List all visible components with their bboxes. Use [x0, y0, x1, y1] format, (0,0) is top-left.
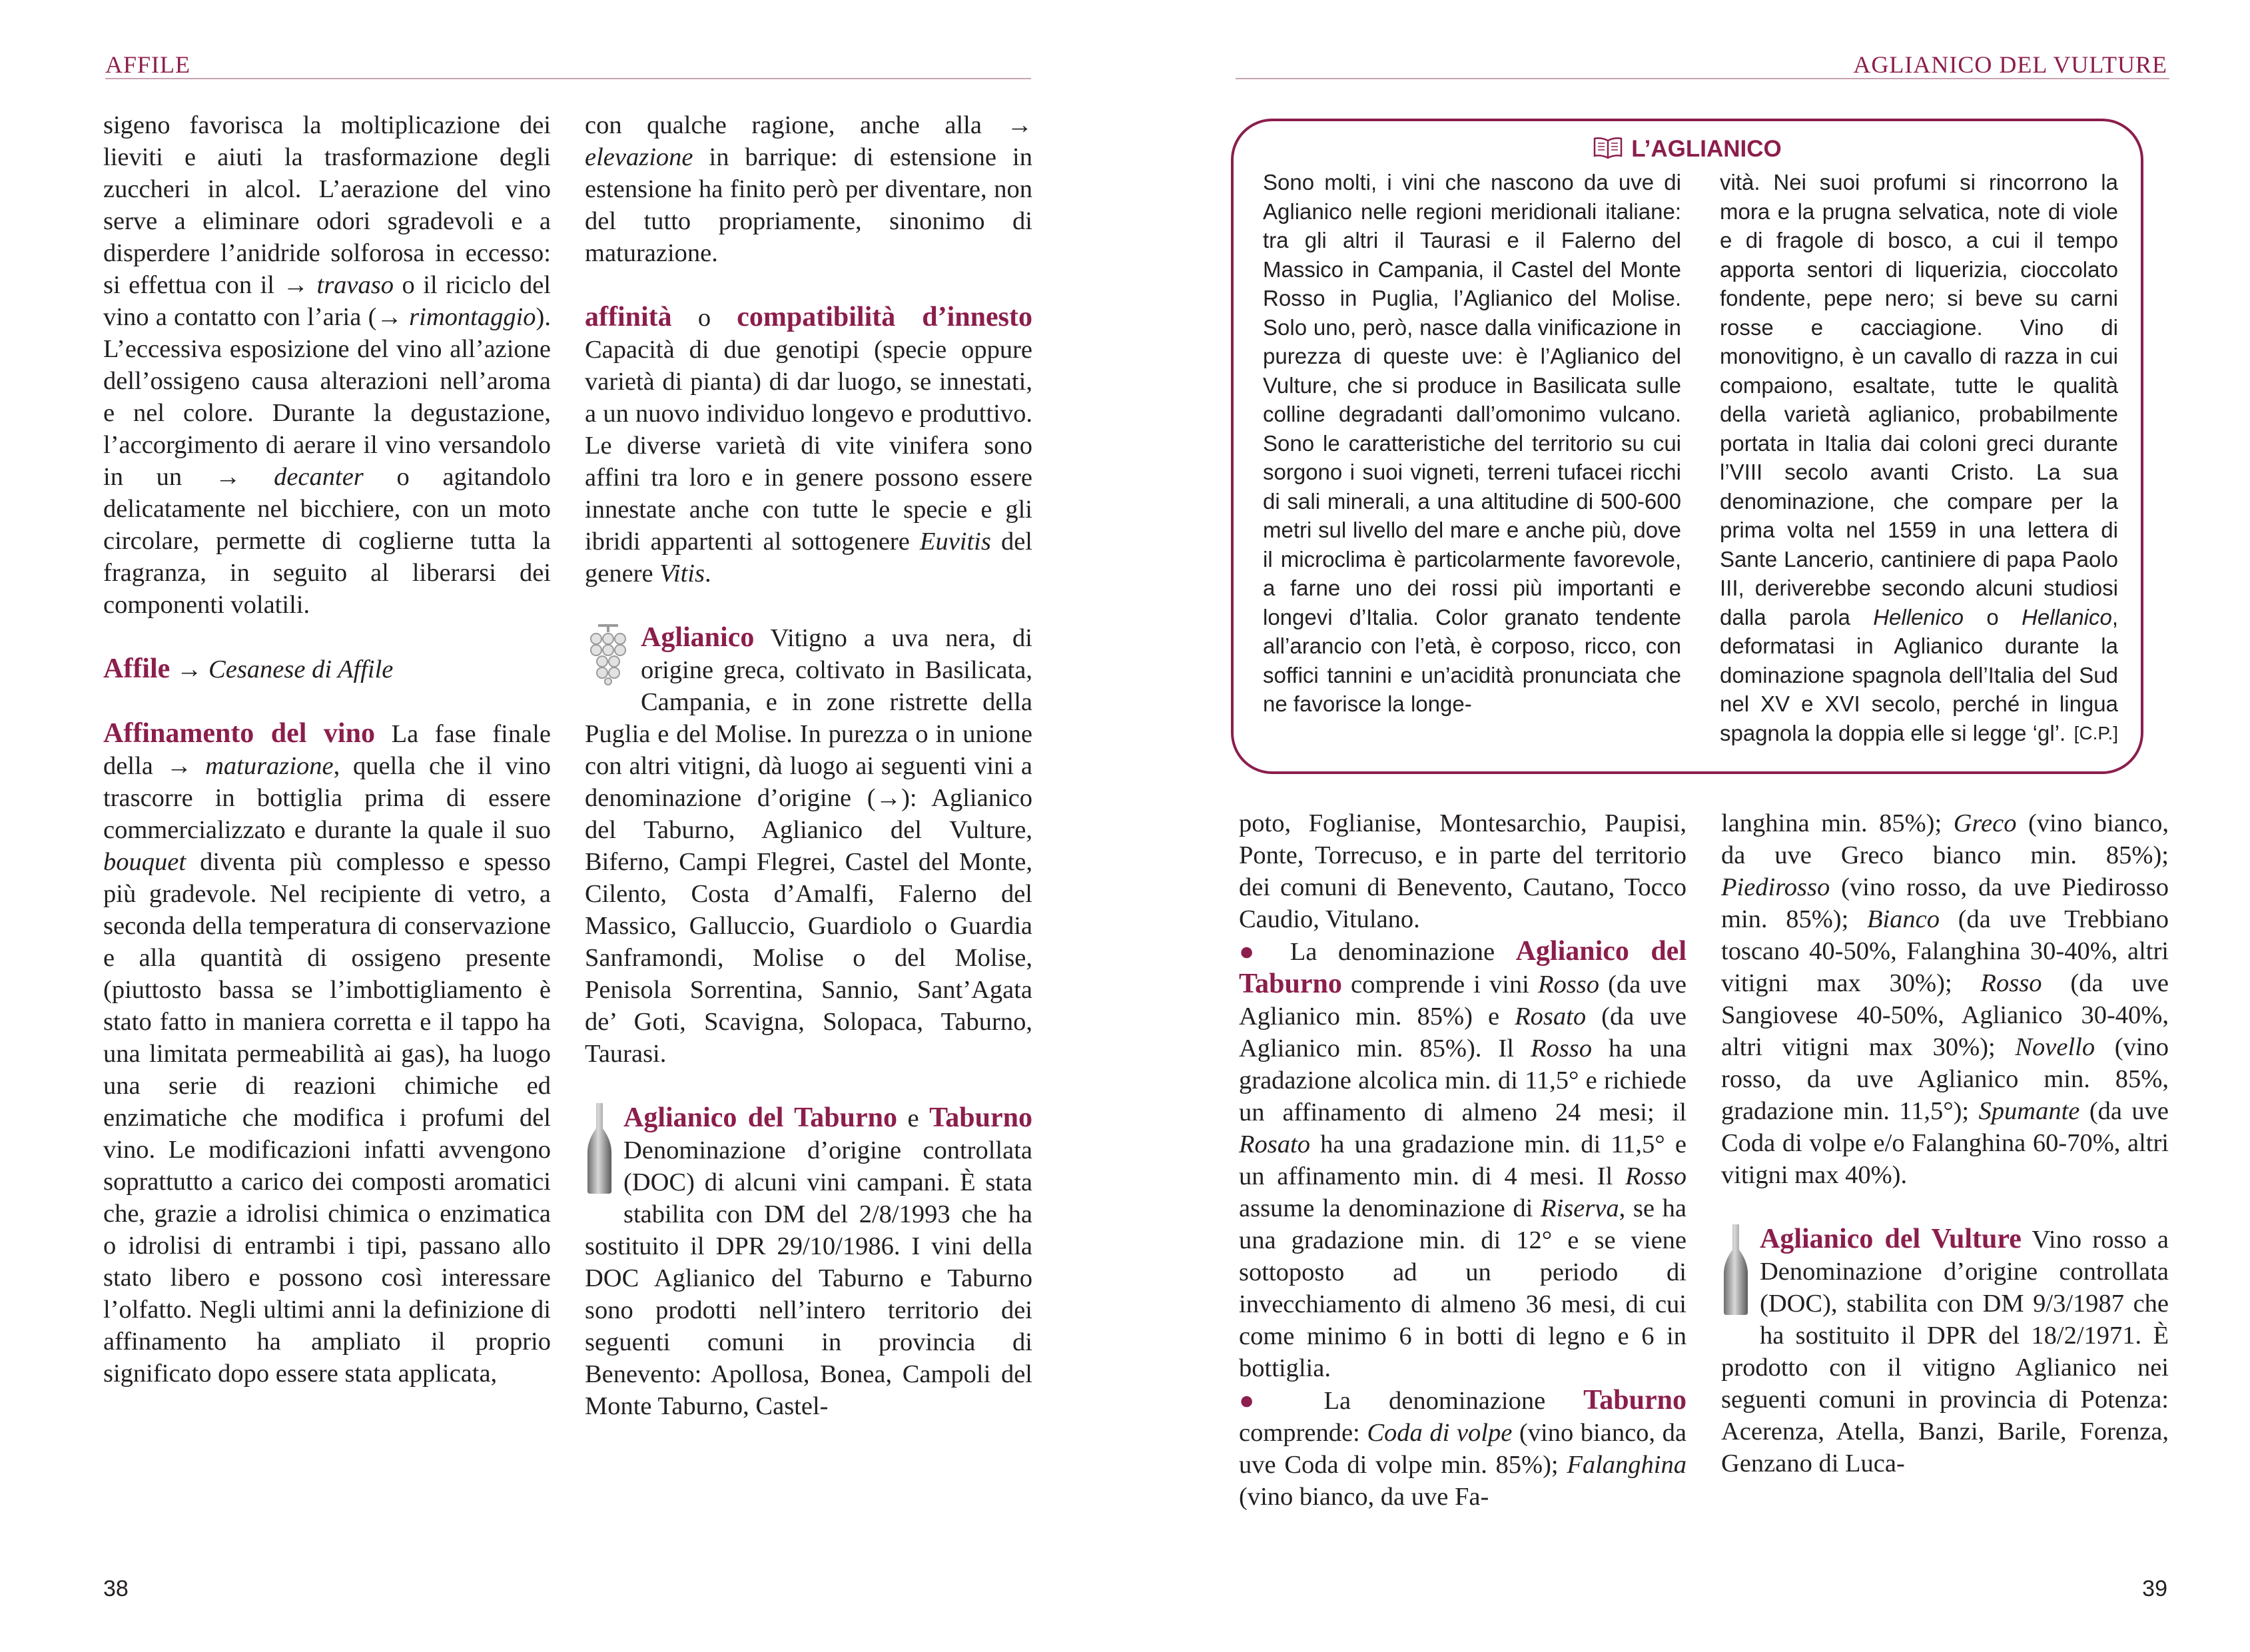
sidebar-box	[1231, 119, 2143, 774]
header-rule-left	[105, 78, 1031, 79]
wine-bottle-icon	[585, 1102, 614, 1203]
headword-aglianico: Aglianico	[641, 622, 755, 653]
wine-bottle-icon	[1721, 1223, 1750, 1324]
running-head-right: AGLIANICO DEL VULTURE	[1853, 51, 2167, 78]
entry-aglianico-del-taburno: Aglianico del Taburno e Taburno Denominazione d’origine controllata (DOC) di alcuni vini campani. È stata stabilita con DM del 2/8/1993 che ha sostituito il DPR 29/10/1986. I vini della DOC Aglianico del Taburno e Taburno sono prodotti nell’intero territorio dei seguenti comuni in provincia di Benevento: Apollosa, Bonea, Campoli del Monte Taburno, Castel-	[585, 1102, 1032, 1420]
entry-affinita: affinità o compatibilità d’innesto Capacità di due genotipi (specie oppure varietà di pianta) di dar luogo, se innestati, a un nuovo individuo longevo e produttivo. Le diverse varietà di vite vinifera sono affini tra loro e in genere possono essere innestate anche con tutte le specie e gli ibridi appartenti al sottogenere Euvitis del genere Vitis.	[585, 302, 1032, 588]
bullet-icon: ●	[1239, 938, 1270, 966]
headword-affinamento: Affinamento del vino	[103, 718, 375, 749]
grape-cluster-icon	[585, 621, 631, 693]
paragraph-continuation: con qualche ragione, anche alla → elevazione in barrique: di estensione in estensione ha finito però per diventare, non del tutto propriamente, sinonimo di maturazione.	[585, 111, 1032, 267]
page-number-left: 38	[103, 1576, 129, 1601]
author-signature: [C.P.]	[2073, 722, 2118, 743]
entry-affile: Affile → Cesanese di Affile	[103, 653, 394, 684]
entry-affinamento: Affinamento del vino La fase finale della → maturazione, quella che il vino trascorre in bottiglia prima di essere commercializzato e durante la quale il suo bouquet diventa più complesso e spesso più gradevole. Nel recipiente di vetro, a seconda della temperatura di conservazione e alla quantità di ossigeno presente (piuttosto bassa se l’imbottigliamento è stato fatto in maniera corretta e il tappo ha una limitata permeabilità ai gas), ha luogo una serie di reazioni chimiche ed enzimatiche che modifica i profumi del vino. Le modificazioni infatti avvengono soprattutto a carico dei composti aromatici che, grazie a idrolisi chimica o enzimatica o idrolisi di entrambi i tipi, passano allo stato libero e possono così interessare l’olfatto. Negli ultimi anni la definizione di affinamento ha ampliato il proprio significato dopo essere stata applicata,	[103, 718, 552, 1388]
entry-aglianico: Aglianico Vitigno a uva nera, di origine greca, coltivato in Basilicata, Campania, e in zone ristrette della Puglia e del Molise. In purezza o in unione con altri vitigni, dà luogo ai seguenti vini a denominazione d’origine (→): Aglianico del Taburno, Aglianico del Vulture, Biferno, Campi Flegrei, Castel del Monte, Cilento, Costa d’Amalfi, Falerno del Massico, Galluccio, Guardiolo o Guardia Sanframondi, Molise o del Molise, Penisola Sorrentina, Sannio, Sant’Agata de’ Goti, Scavigna, Solopaca, Taburno, Taurasi.	[585, 622, 1032, 1068]
header-rule-right	[1236, 78, 2169, 79]
headword-aglianico-del-vulture: Aglianico del Vulture	[1760, 1224, 2022, 1254]
cross-reference: Cesanese di Affile	[208, 655, 394, 683]
page-number-right: 39	[2142, 1576, 2167, 1601]
right-column-1	[1239, 807, 1687, 1513]
box-title: L’AGLIANICO	[1234, 136, 2141, 165]
entry-aglianico-del-vulture: Aglianico del Vulture Vino rosso a Denominazione d’origine controllata (DOC), stabilita con DM 9/3/1987 che ha sostituito il DPR del 18/2/1971. È prodotto con il vitigno Aglianico nei seguenti comuni in provincia di Potenza: Acerenza, Atella, Banzi, Barile, Forenza, Genzano di Luca-	[1721, 1224, 2169, 1477]
box-column-2: vità. Nei suoi profumi si rincorrono la mora e la prugna selvatica, note di viole e di fragole di bosco, a cui il tempo apporta sentori di liquerizia, cioccolato fondente, pepe nero; si beve su carni rosse e cacciagione. Vino di monovitigno, è un cavallo di razza in cui compaiono, esaltate, tutte le qualità della varietà aglianico, probabilmente portata in Italia dai coloni greci durante l’VIII secolo avanti Cristo. La sua denominazione, che compare per la prima volta nel 1559 in una lettera di Sante Lancerio, cantiniere di papa Paolo III, deriverebbe secondo alcuni studiosi dalla parola Hellenico o Hellanico, deformatasi in Aglianico durante la dominazione spagnola dell’Italia del Sud nel XV e XVI secolo, perché in lingua spagnola la doppia elle si legge ‘gl’. [C.P.]	[1720, 168, 2118, 747]
right-column-2	[1721, 807, 2169, 1479]
paragraph-aerazione: sigeno favorisca la moltiplicazione dei lieviti e aiuti la trasformazione degli zuccheri in alcol. L’aerazione del vino serve a eliminare odori sgradevoli e a disperdere l’anidride solforosa in eccesso: si effettua con il → travaso o il riciclo del vino a contatto con l’aria (→ rimontaggio). L’eccessiva esposizione del vino all’azione dell’ossigeno causa alterazioni nell’aroma e nel colore. Durante la degustazione, l’accorgimento di aerare il vino versandolo in un → decanter o agitandolo delicatamente nel bicchiere, con un moto circolare, permette di coglierne tutta la fragranza, in seguito al liberarsi dei componenti volatili.	[103, 111, 552, 619]
bullet-taburno-rosso: ● La denominazione Aglianico del Taburno comprende i vini Rosso (da uve Aglianico min. 85%) e Rosato (da uve Aglianico min. 85%). Il Rosso ha una gradazione alcolica min. di 11,5° e richiede un affinamento di almeno 24 mesi; il Rosato ha una gradazione min. di 11,5° e un affinamento min. di 4 mesi. Il Rosso assume la denominazione di Riserva, se ha una gradazione min. di 12° e se viene sottoposto ad un periodo di invecchiamento di almeno 36 mesi, di cui come minimo 6 in botti di legno e 6 in bottiglia.	[1239, 936, 1687, 1382]
left-column-1	[103, 109, 551, 1390]
bullet-taburno: ● La denominazione Taburno comprende: Coda di volpe (vino bianco, da uve Coda di volpe min. 85%); Falanghina (vino bianco, da uve Fa-	[1239, 1385, 1687, 1511]
bullet-icon: ●	[1239, 1387, 1286, 1415]
paragraph-taburno-vini: langhina min. 85%); Greco (vino bianco, da uve Greco bianco min. 85%); Piedirosso (vino rosso, da uve Piedirosso min. 85%); Bianco (da uve Trebbiano toscano 40-50%, Falanghina 30-40%, altri vitigni max 30%); Rosso (da uve Sangiovese 40-50%, Aglianico 30-40%, altri vitigni max 30%); Novello (vino rosso, da uve Aglianico min. 85%, gradazione min. 11,5°); Spumante (da uve Coda di volpe e/o Falanghina 60-70%, altri vitigni max 40%).	[1721, 809, 2169, 1189]
open-book-icon	[1593, 137, 1623, 165]
headword-affile: Affile	[103, 653, 171, 684]
headword-aglianico-del-taburno: Aglianico del Taburno	[623, 1102, 897, 1133]
paragraph-comuni: poto, Foglianise, Montesarchio, Paupisi, Ponte, Torrecuso, e in parte del territorio dei comuni di Benevento, Cautano, Tocco Caudio, Vitulano.	[1239, 809, 1687, 933]
running-head-left: AFFILE	[105, 51, 191, 78]
left-column-2	[585, 109, 1032, 1422]
box-column-1: Sono molti, i vini che nascono da uve di Aglianico nelle regioni meridionali italiane: tra gli altri il Taurasi e il Falerno del Massico in Campania, il Castel del Monte Rosso in Puglia, l’Aglianico del Molise. Solo uno, però, nasce dalla vinificazione in purezza di queste uve: è l’Aglianico del Vulture, che si produce in Basilicata sulle colline degradanti dall’omonimo vulcano. Sono le caratteristiche del territorio su cui sorgono i suoi vigneti, terreni tufacei ricchi di sali minerali, a una altitudine di 500-600 metri sul livello del mare e anche più, dove il microclima è particolarmente favorevole, a farne uno dei rossi più importanti e longevi d’Italia. Color granato tendente all’arancio con l’età, è corposo, ricco, con soffici tannini e un’acidità pronunciata che ne favorisce la longe-	[1263, 170, 1681, 716]
